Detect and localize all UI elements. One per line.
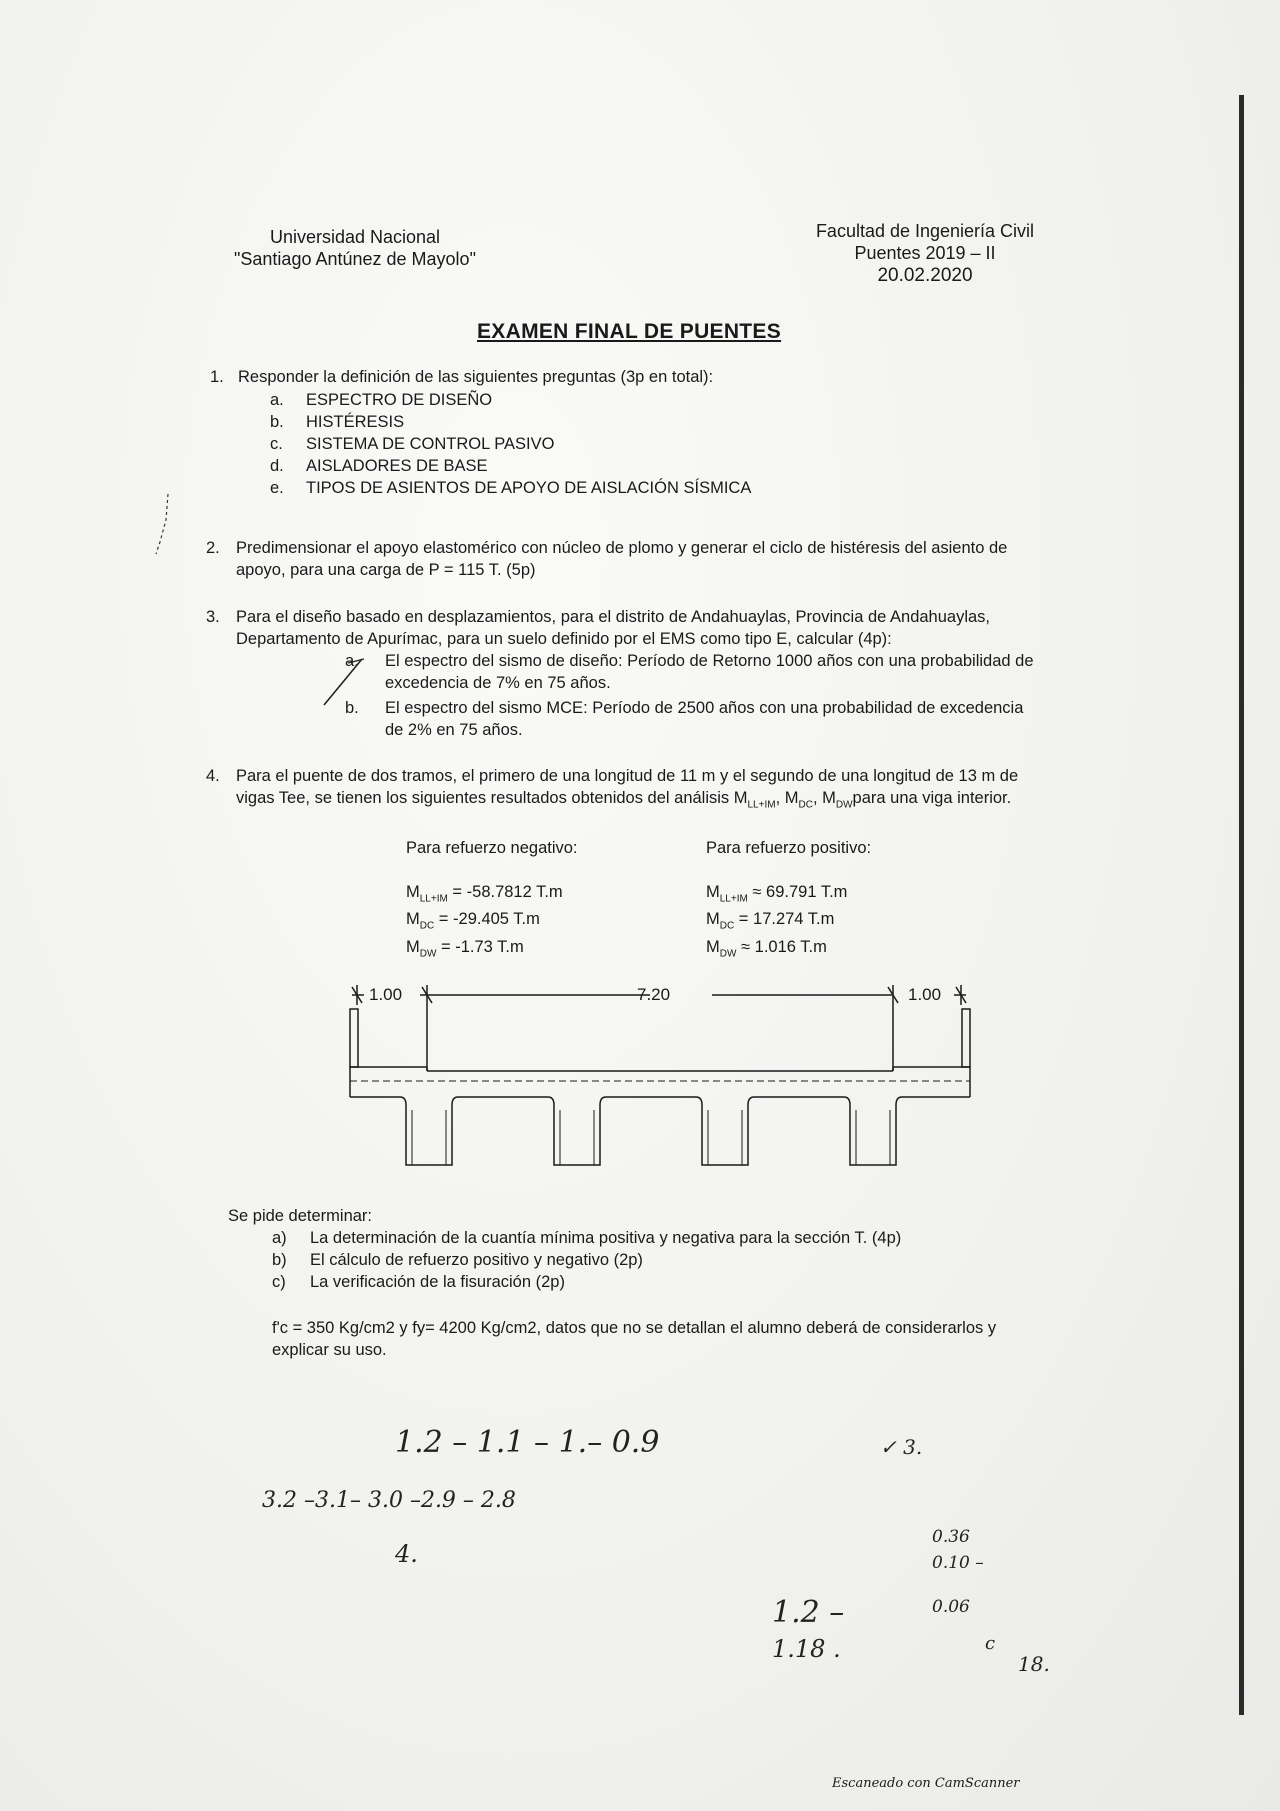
moment-row: $M_{DC} = 17.274$ T.m xyxy=(706,910,835,932)
question-text-line: Predimensionar el apoyo elastomérico con núcleo de plomo y generar el ciclo de histéresis del asiento de xyxy=(236,539,1008,557)
negative-reinforcement-title: Para refuerzo negativo: xyxy=(406,839,578,857)
item-text-line: de 2% en 75 años. xyxy=(385,721,523,739)
item-text: SISTEMA DE CONTROL PASIVO xyxy=(306,435,555,453)
list-item: a) La determinación de la cuantía mínima positiva y negativa para la sección T. (4p) xyxy=(272,1229,902,1247)
dimension-right: 1.00 xyxy=(908,985,942,1004)
header-right xyxy=(760,220,1090,287)
question-4 xyxy=(206,765,1226,816)
moment-row: $M_{DC} = -29.405$ T.m xyxy=(406,910,540,932)
question-text-line: Departamento de Apurímac, para un suelo definido por el EMS como tipo E, calcular (4p): xyxy=(236,630,892,648)
item-text: AISLADORES DE BASE xyxy=(306,457,488,475)
requirements-heading: Se pide determinar: xyxy=(228,1207,372,1225)
handwritten-col-1: 0.36 xyxy=(932,1527,970,1547)
question-number: 1. xyxy=(210,368,224,386)
question-number: 3. xyxy=(206,608,220,626)
handwritten-row-2: 3.2 –3.1– 3.0 –2.9 – 2.8 xyxy=(262,1488,516,1513)
negative-moments xyxy=(406,882,563,964)
list-item xyxy=(270,411,751,433)
question-3-item-a xyxy=(345,650,1225,694)
margin-mark xyxy=(150,490,180,560)
handwritten-check: ✓ 3. xyxy=(880,1435,923,1459)
question-2 xyxy=(206,537,1206,581)
handwritten-mid-1: 1.2 – xyxy=(772,1595,845,1630)
header-left xyxy=(205,226,505,270)
question-1-items xyxy=(270,389,751,499)
question-text: Responder la definición de las siguientes preguntas (3p en total): xyxy=(238,368,714,386)
item-text: TIPOS DE ASIENTOS DE APOYO DE AISLACIÓN SÍSMICA xyxy=(306,479,752,497)
question-3-item-b xyxy=(345,697,1225,741)
list-item xyxy=(270,433,751,455)
moment-row: $M_{DW} = -1.73$ T.m xyxy=(406,937,524,959)
handwritten-18: 18. xyxy=(1018,1652,1050,1676)
scanner-watermark: Escaneado con CamScanner xyxy=(832,1776,1020,1791)
list-item xyxy=(270,455,751,477)
faculty-name: Facultad de Ingeniería Civil xyxy=(815,221,1035,241)
question-number: 4. xyxy=(206,767,220,785)
item-letter: a. xyxy=(270,391,284,409)
exam-date: 20.02.2020 xyxy=(877,265,973,286)
list-item xyxy=(270,477,751,499)
university-subtitle: "Santiago Antúnez de Mayolo" xyxy=(234,249,476,269)
positive-reinforcement-title: Para refuerzo positivo: xyxy=(706,839,872,857)
note-line: explicar su uso. xyxy=(272,1341,387,1359)
page-title: EXAMEN FINAL DE PUENTES xyxy=(477,320,782,343)
dimension-left: 1.00 xyxy=(369,985,403,1004)
list-item: b) El cálculo de refuerzo positivo y negativo (2p) xyxy=(272,1251,643,1269)
handwritten-row-1: 1.2 – 1.1 – 1.– 0.9 xyxy=(395,1425,660,1460)
note-line: f'c = 350 Kg/cm2 y fy= 4200 Kg/cm2, datos que no se detallan el alumno deberá de considerarlos y xyxy=(272,1319,997,1337)
item-text-line: El espectro del sismo MCE: Período de 2500 años con una probabilidad de excedencia xyxy=(385,699,1024,717)
item-text: ESPECTRO DE DISEÑO xyxy=(306,391,493,409)
handwritten-col-3: 0.06 xyxy=(932,1597,970,1617)
question-text-line: apoyo, para una carga de P = 115 T. (5p) xyxy=(236,561,536,579)
item-text-line: excedencia de 7% en 75 años. xyxy=(385,674,611,692)
scan-edge xyxy=(1239,95,1244,1715)
course-name: Puentes 2019 – II xyxy=(854,243,996,263)
handwritten-c: c xyxy=(985,1633,996,1654)
list-item xyxy=(270,389,751,411)
item-letter: c. xyxy=(270,435,283,453)
list-item: c) La verificación de la fisuración (2p) xyxy=(272,1273,565,1291)
handwritten-col-2: 0.10 – xyxy=(932,1553,984,1573)
moment-row: $M_{LL+IM} = -58.7812$ T.m xyxy=(406,883,563,905)
item-text-line: El espectro del sismo de diseño: Período de Retorno 1000 años con una probabilidad de xyxy=(385,652,1034,670)
moment-row: $M_{LL+IM} \approx 69.791$ T.m xyxy=(706,883,848,905)
item-letter: a. xyxy=(345,652,359,670)
question-text-line: vigas Tee, se tienen los siguientes resultados obtenidos del análisis $M_{LL+IM}$, $M_{DC}$, $M_{DW}para$ una viga interior. xyxy=(236,789,1012,811)
material-note xyxy=(272,1317,1232,1361)
moment-row: $M_{DW} \approx 1.016$ T.m xyxy=(706,937,827,959)
item-text: HISTÉRESIS xyxy=(306,413,405,431)
university-name: Universidad Nacional xyxy=(269,227,441,247)
item-letter: d. xyxy=(270,457,284,475)
item-letter: b. xyxy=(270,413,284,431)
dimension-center: 7.20 xyxy=(637,985,671,1004)
question-number: 2. xyxy=(206,539,220,557)
item-letter: e. xyxy=(270,479,284,497)
bridge-cross-section xyxy=(340,975,980,1175)
handwritten-mid-2: 1.18 . xyxy=(772,1635,841,1663)
requirements-list xyxy=(272,1227,901,1293)
positive-moments xyxy=(706,882,847,964)
item-letter: b. xyxy=(345,699,359,717)
question-text-line: Para el diseño basado en desplazamientos, para el distrito de Andahuaylas, Provincia de Andahuaylas, xyxy=(236,608,990,626)
question-text-line: Para el puente de dos tramos, el primero de una longitud de 11 m y el segundo de una longitud de 13 m de xyxy=(236,767,1019,785)
handwritten-row-3: 4. xyxy=(395,1540,418,1568)
question-3 xyxy=(206,606,1216,650)
